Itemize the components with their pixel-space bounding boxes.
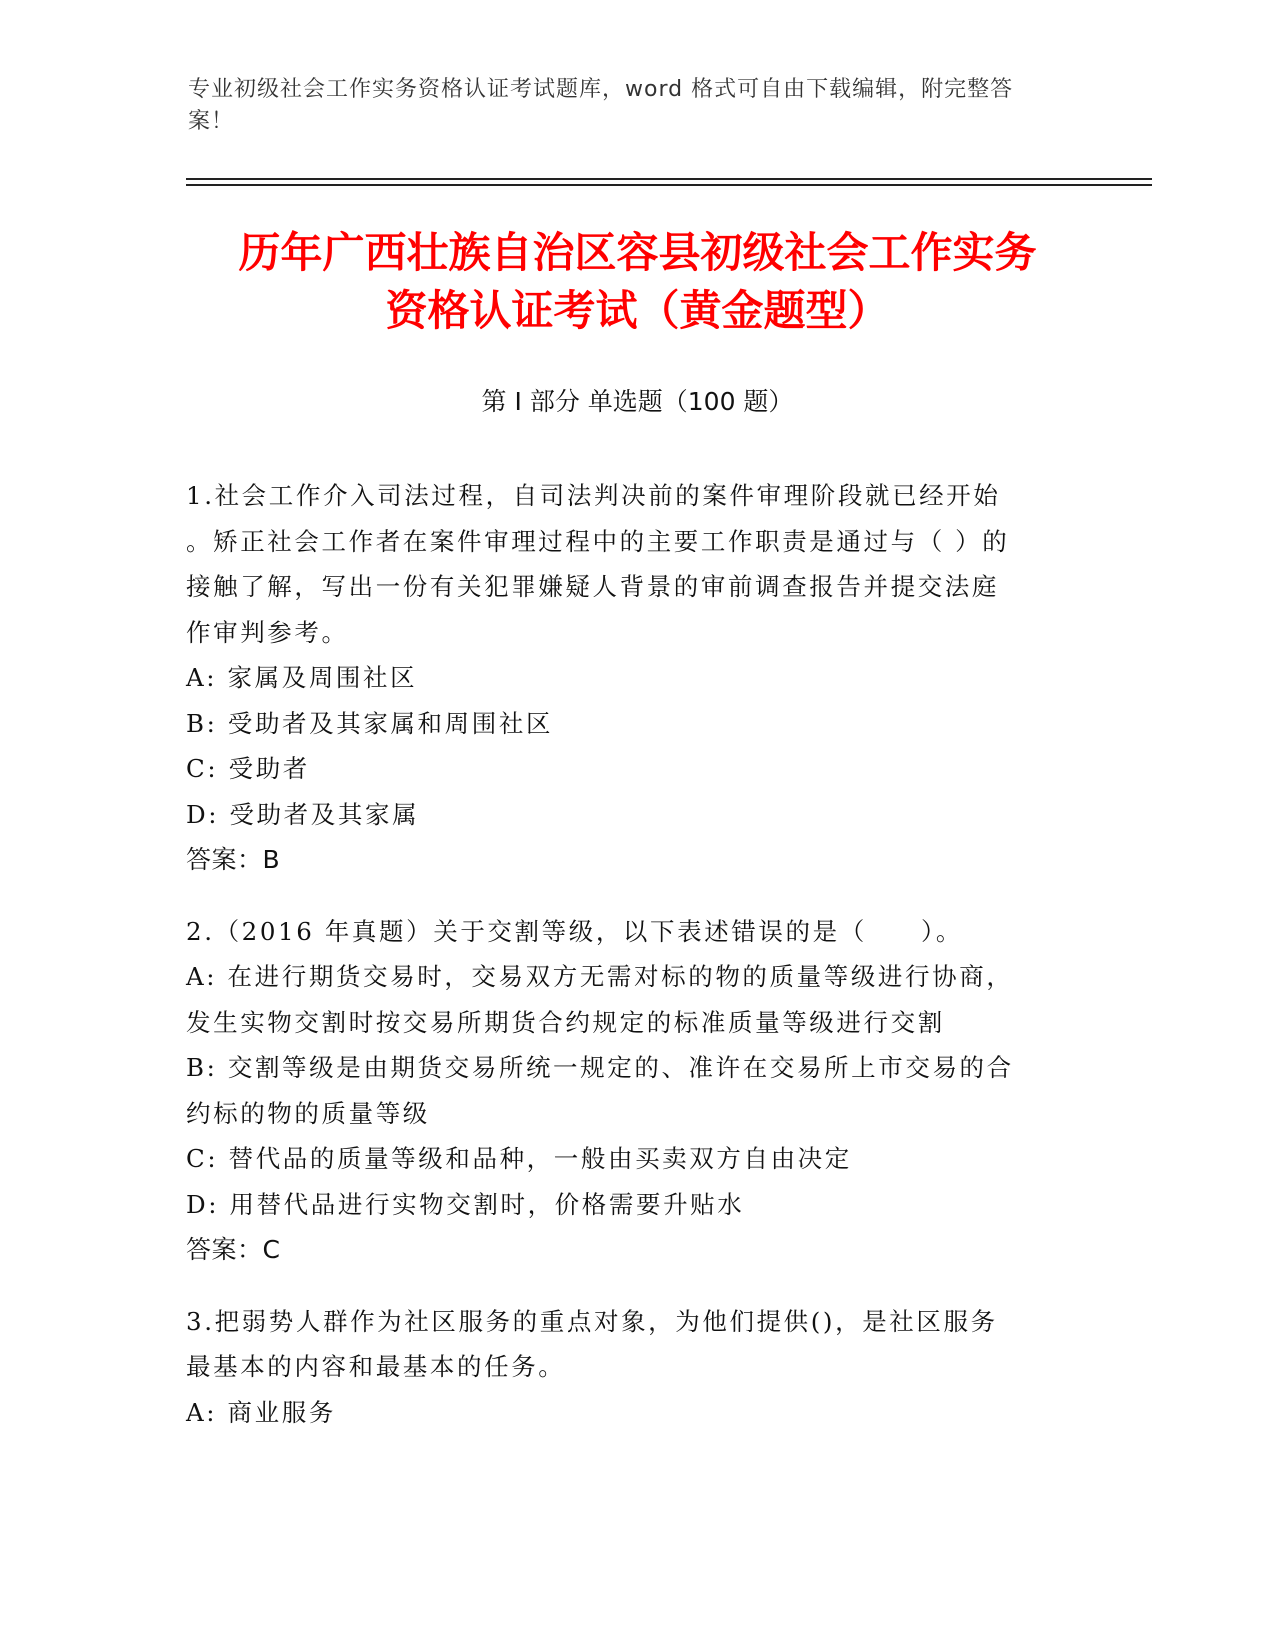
- question-1-option-c: C: 受助者: [186, 754, 310, 783]
- question-2-option-c: C: 替代品的质量等级和品种，一般由买卖双方自由决定: [186, 1144, 852, 1173]
- document-title-line-2: 资格认证考试（黄金题型）: [385, 286, 890, 335]
- question-1-option-a: A: 家属及周围社区: [186, 663, 418, 692]
- question-2-option-b-line-2: 约标的物的质量等级: [186, 1098, 430, 1128]
- question-2-answer: 答案：C: [186, 1235, 281, 1264]
- question-3-stem-line-1: 3.把弱势人群作为社区服务的重点对象，为他们提供()，是社区服务: [186, 1306, 998, 1336]
- question-3-option-a: A: 商业服务: [186, 1397, 336, 1427]
- document-title-line-1: 历年广西壮族自治区容县初级社会工作实务: [238, 228, 1037, 277]
- header-note-line-1: 专业初级社会工作实务资格认证考试题库，word 格式可自由下载编辑，附完整答: [188, 77, 1014, 102]
- question-1-stem-line-1: 1.社会工作介入司法过程，自司法判决前的案件审理阶段就已经开始: [186, 481, 1001, 510]
- question-3: [186, 1299, 1086, 1436]
- document-title: [180, 224, 1095, 340]
- question-2-option-b-line-1: B: 交割等级是由期货交易所统一规定的、准许在交易所上市交易的合: [186, 1053, 1014, 1082]
- question-2-stem-line-1: 2.（2016 年真题）关于交割等级，以下表述错误的是（ ）。: [186, 916, 963, 946]
- question-1-option-d: D: 受助者及其家属: [186, 799, 420, 829]
- header-note: [188, 74, 1068, 138]
- question-1-answer: 答案：B: [186, 845, 281, 874]
- question-1-stem-line-3: 接触了解，写出一份有关犯罪嫌疑人背景的审前调查报告并提交法庭: [186, 572, 999, 601]
- question-1-option-b: B: 受助者及其家属和周围社区: [186, 708, 554, 738]
- question-2-option-a-line-2: 发生实物交割时按交易所期货合约规定的标准质量等级进行交割: [186, 1007, 945, 1037]
- question-1-stem-line-4: 作审判参考。: [186, 617, 349, 647]
- question-1: [186, 473, 1086, 883]
- question-2-option-a-line-1: A: 在进行期货交易时，交易双方无需对标的物的质量等级进行协商，: [186, 962, 1014, 991]
- section-heading: 第 I 部分 单选题（100 题）: [481, 387, 794, 416]
- header-divider-top: [186, 178, 1152, 180]
- question-2-option-d: D: 用替代品进行实物交割时，价格需要升贴水: [186, 1189, 745, 1219]
- question-2: [186, 909, 1086, 1273]
- question-1-stem-line-2: 。矫正社会工作者在案件审理过程中的主要工作职责是通过与（ ）的: [186, 526, 1010, 556]
- header-note-line-2: 案！: [188, 109, 235, 134]
- question-list: [186, 473, 1086, 1461]
- header-divider-bottom: [186, 184, 1152, 186]
- question-3-stem-line-2: 最基本的内容和最基本的任务。: [186, 1352, 566, 1381]
